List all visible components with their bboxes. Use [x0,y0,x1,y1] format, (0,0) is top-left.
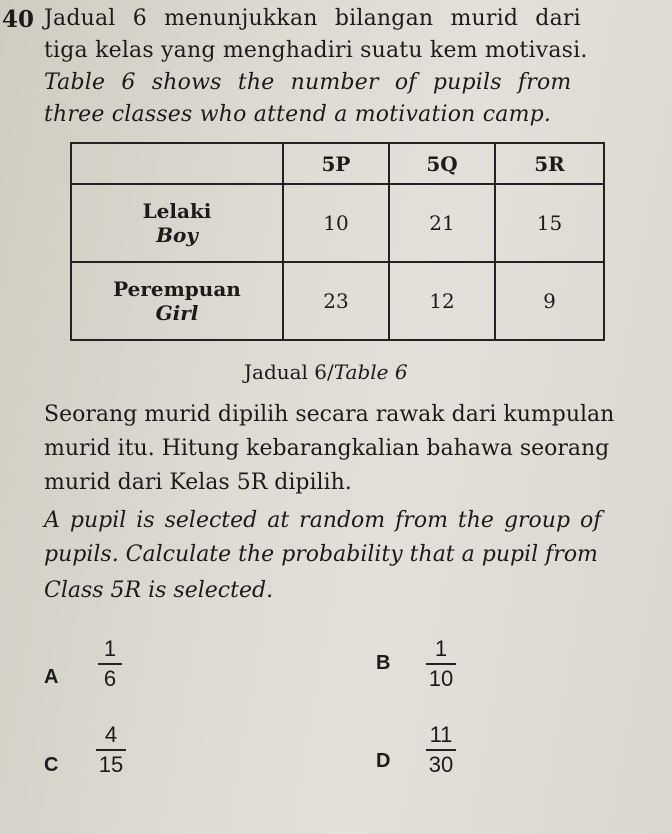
row-label-english: Boy [156,223,198,247]
fraction-bar [96,749,126,751]
prompt-malay-line-3: murid dari Kelas 5R dipilih. [44,470,352,495]
fraction-denominator: 15 [98,752,124,777]
option-letter: B [376,652,391,674]
prompt-malay-line-2: murid itu. Hitung kebarangkalian bahawa seorang [44,436,610,461]
cell-boy-5r: 15 [495,184,604,262]
caption-english: Table 6 [333,360,408,384]
fraction-numerator: 4 [104,722,118,747]
option-fraction [96,722,126,778]
fraction-bar [98,663,122,665]
row-label-boy [71,184,283,262]
option-fraction [426,636,456,692]
cell-girl-5r: 9 [495,262,604,340]
fraction-numerator: 1 [434,636,448,661]
prompt-english-line-1: A pupil is selected at random from the group of [44,508,602,533]
column-header-5q: 5Q [389,143,495,184]
prompt-malay-line-1: Seorang murid dipilih secara rawak dari kumpulan [44,402,615,427]
caption-malay: Jadual 6/ [244,360,334,384]
table-row-boy [71,184,604,262]
intro-malay-line-1: Jadual 6 menunjukkan bilangan murid dari [44,6,581,31]
intro-english-line-1: Table 6 shows the number of pupils from [44,70,572,95]
table-corner-cell [71,143,283,184]
cell-girl-5q: 12 [389,262,495,340]
option-letter: C [44,754,59,776]
row-label-malay: Perempuan [113,277,241,301]
fraction-denominator: 6 [103,666,117,691]
fraction-numerator: 11 [429,722,453,747]
option-fraction [98,636,122,692]
column-header-5r: 5R [495,143,604,184]
cell-boy-5q: 21 [389,184,495,262]
row-label-malay: Lelaki [142,199,212,223]
cell-girl-5p: 23 [283,262,389,340]
table-header-row [71,143,604,184]
intro-english-line-2: three classes who attend a motivation camp. [44,102,552,127]
row-label-girl [71,262,283,340]
fraction-denominator: 30 [428,752,454,777]
table-caption [244,360,408,384]
table-row-girl [71,262,604,340]
fraction-bar [426,749,456,751]
fraction-numerator: 1 [103,636,117,661]
fraction-denominator: 10 [428,666,454,691]
row-label-english: Girl [155,301,199,325]
question-number: 40 [2,6,35,33]
column-header-5p: 5P [283,143,389,184]
option-letter: D [376,750,391,772]
option-fraction [426,722,456,778]
intro-malay-line-2: tiga kelas yang menghadiri suatu kem motivasi. [44,38,588,63]
prompt-english-line-2: pupils. Calculate the probability that a pupil from [44,542,598,567]
pupils-table [70,142,605,341]
cell-boy-5p: 10 [283,184,389,262]
fraction-bar [426,663,456,665]
option-letter: A [44,666,59,688]
prompt-english-line-3: Class 5R is selected. [44,578,274,603]
